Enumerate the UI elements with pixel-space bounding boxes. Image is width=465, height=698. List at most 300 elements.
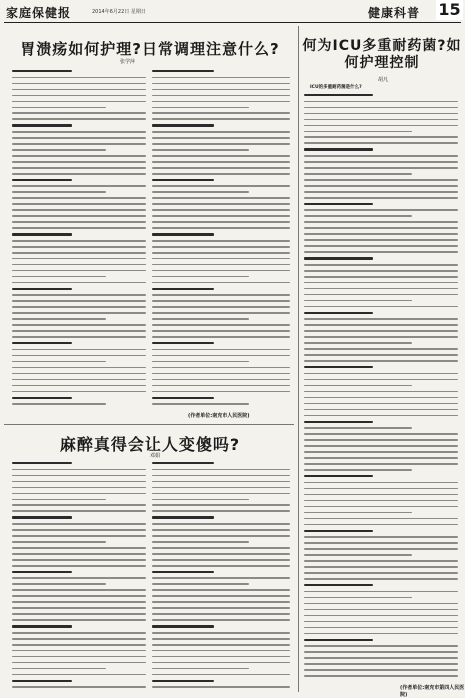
text-line bbox=[12, 607, 146, 609]
text-line bbox=[12, 215, 146, 217]
text-line bbox=[152, 330, 290, 332]
text-line bbox=[12, 487, 146, 489]
text-line bbox=[152, 324, 290, 326]
text-line bbox=[304, 578, 458, 580]
text-line bbox=[304, 633, 458, 635]
text-line bbox=[304, 397, 458, 399]
text-line bbox=[152, 607, 290, 609]
text-line bbox=[304, 530, 373, 532]
text-line bbox=[12, 680, 72, 682]
text-line bbox=[152, 276, 249, 278]
text-line bbox=[152, 197, 290, 199]
text-line bbox=[12, 379, 146, 381]
header-rule bbox=[4, 22, 461, 23]
text-line bbox=[12, 240, 146, 242]
text-line bbox=[304, 142, 458, 144]
text-line bbox=[152, 89, 290, 91]
text-line bbox=[304, 239, 458, 241]
text-line bbox=[12, 143, 146, 145]
text-line bbox=[152, 240, 290, 242]
section-right: 健康科普 bbox=[368, 6, 421, 20]
text-line bbox=[12, 674, 146, 676]
text-line bbox=[304, 227, 458, 229]
text-line bbox=[12, 246, 146, 248]
text-line bbox=[12, 650, 146, 652]
article-2-title: 麻醉真得会让人变傻吗? bbox=[59, 435, 241, 454]
column-divider bbox=[298, 26, 299, 692]
text-line bbox=[12, 112, 146, 114]
article-3-body bbox=[304, 94, 458, 681]
text-line bbox=[304, 94, 373, 96]
text-line bbox=[152, 625, 214, 627]
text-line bbox=[12, 288, 72, 290]
text-line bbox=[152, 203, 290, 205]
text-line bbox=[12, 330, 146, 332]
text-line bbox=[304, 663, 458, 665]
text-line bbox=[12, 83, 146, 85]
text-line bbox=[152, 493, 290, 495]
text-line bbox=[12, 149, 106, 151]
text-line bbox=[152, 161, 290, 163]
text-line bbox=[12, 547, 146, 549]
text-line bbox=[152, 504, 290, 506]
text-line bbox=[12, 571, 72, 573]
text-line bbox=[304, 306, 458, 308]
text-line bbox=[152, 385, 290, 387]
text-line bbox=[304, 324, 458, 326]
text-line bbox=[304, 566, 458, 568]
text-line bbox=[12, 632, 146, 634]
page-number: 15 bbox=[436, 0, 463, 20]
text-line bbox=[152, 559, 290, 561]
text-line bbox=[12, 349, 146, 351]
text-line bbox=[152, 252, 290, 254]
text-line bbox=[304, 136, 458, 138]
text-line bbox=[12, 662, 146, 664]
text-line bbox=[152, 529, 290, 531]
text-line bbox=[304, 107, 458, 109]
text-line bbox=[152, 656, 290, 658]
issue-date: 2014年6月22日 星期日 bbox=[92, 9, 146, 15]
text-line bbox=[304, 131, 412, 133]
text-line bbox=[12, 324, 146, 326]
text-line bbox=[12, 282, 146, 284]
text-line bbox=[152, 131, 290, 133]
text-line bbox=[304, 167, 458, 169]
text-line bbox=[152, 70, 214, 72]
text-line bbox=[304, 312, 373, 314]
text-line bbox=[304, 251, 458, 253]
text-line bbox=[152, 619, 290, 621]
text-line bbox=[152, 209, 290, 211]
text-line bbox=[152, 644, 290, 646]
text-line bbox=[304, 427, 412, 429]
text-line bbox=[304, 451, 458, 453]
text-line bbox=[152, 318, 249, 320]
text-line bbox=[304, 554, 412, 556]
text-line bbox=[152, 143, 290, 145]
text-line bbox=[304, 482, 458, 484]
text-line bbox=[12, 385, 146, 387]
text-line bbox=[304, 245, 458, 247]
text-line bbox=[12, 209, 146, 211]
text-line bbox=[12, 77, 146, 79]
text-line bbox=[304, 439, 458, 441]
text-line bbox=[152, 391, 290, 393]
text-line bbox=[152, 674, 290, 676]
text-line bbox=[12, 529, 146, 531]
text-line bbox=[304, 645, 458, 647]
text-line bbox=[152, 367, 290, 369]
article-3-author: 胡凡 bbox=[378, 77, 389, 83]
text-line bbox=[12, 391, 146, 393]
text-line bbox=[12, 535, 146, 537]
text-line bbox=[304, 591, 458, 593]
text-line bbox=[304, 379, 458, 381]
text-line bbox=[152, 475, 290, 477]
text-line bbox=[304, 373, 458, 375]
text-line bbox=[152, 638, 290, 640]
text-line bbox=[304, 475, 373, 477]
text-line bbox=[152, 233, 214, 235]
text-line bbox=[152, 499, 249, 501]
text-line bbox=[304, 173, 412, 175]
text-line bbox=[304, 542, 458, 544]
text-line bbox=[152, 221, 290, 223]
text-line bbox=[304, 197, 458, 199]
text-line bbox=[152, 361, 249, 363]
text-line bbox=[12, 161, 146, 163]
text-line bbox=[304, 469, 412, 471]
text-line bbox=[12, 469, 146, 471]
text-line bbox=[152, 510, 290, 512]
text-line bbox=[12, 101, 146, 103]
text-line bbox=[304, 318, 458, 320]
text-line bbox=[12, 179, 72, 181]
text-line bbox=[152, 535, 290, 537]
text-line bbox=[304, 518, 458, 520]
text-line bbox=[304, 494, 458, 496]
text-line bbox=[304, 221, 458, 223]
text-line bbox=[152, 246, 290, 248]
text-line bbox=[12, 481, 146, 483]
text-line bbox=[152, 403, 249, 405]
text-line bbox=[152, 373, 290, 375]
text-line bbox=[12, 595, 146, 597]
text-line bbox=[304, 264, 458, 266]
text-line bbox=[12, 403, 106, 405]
text-line bbox=[304, 391, 458, 393]
text-line bbox=[152, 589, 290, 591]
text-line bbox=[304, 548, 458, 550]
text-line bbox=[12, 258, 146, 260]
text-line bbox=[152, 258, 290, 260]
text-line bbox=[304, 125, 458, 127]
text-line bbox=[12, 336, 146, 338]
article-3-title: 何为ICU多重耐药菌?如何护理控制 bbox=[302, 38, 462, 71]
text-line bbox=[152, 149, 249, 151]
text-line bbox=[152, 516, 214, 518]
text-line bbox=[304, 215, 412, 217]
text-line bbox=[12, 493, 146, 495]
text-line bbox=[12, 306, 146, 308]
text-line bbox=[12, 619, 146, 621]
text-line bbox=[12, 70, 72, 72]
text-line bbox=[12, 510, 146, 512]
text-line bbox=[152, 686, 290, 688]
text-line bbox=[12, 516, 72, 518]
text-line bbox=[12, 638, 146, 640]
text-line bbox=[152, 577, 290, 579]
text-line bbox=[12, 355, 146, 357]
text-line bbox=[152, 553, 290, 555]
text-line bbox=[304, 457, 458, 459]
text-line bbox=[152, 95, 290, 97]
text-line bbox=[304, 524, 458, 526]
text-line bbox=[152, 601, 290, 603]
text-line bbox=[152, 312, 290, 314]
text-line bbox=[304, 584, 373, 586]
text-line bbox=[12, 475, 146, 477]
text-line bbox=[304, 433, 458, 435]
article-2-body-col-2 bbox=[152, 462, 290, 692]
text-line bbox=[12, 185, 146, 187]
text-line bbox=[152, 270, 290, 272]
text-line bbox=[304, 657, 458, 659]
text-line bbox=[304, 536, 458, 538]
text-line bbox=[304, 330, 458, 332]
text-line bbox=[12, 601, 146, 603]
article-3-affiliation: (作者单位:南充市第四人民医院) bbox=[400, 685, 465, 698]
text-line bbox=[152, 300, 290, 302]
article-divider bbox=[4, 424, 294, 425]
text-line bbox=[12, 373, 146, 375]
text-line bbox=[152, 288, 214, 290]
text-line bbox=[12, 221, 146, 223]
text-line bbox=[152, 462, 214, 464]
article-1-body-col-1 bbox=[12, 70, 146, 409]
text-line bbox=[304, 209, 458, 211]
text-line bbox=[12, 264, 146, 266]
section-left: 家庭保健报 bbox=[6, 6, 72, 20]
text-line bbox=[12, 137, 146, 139]
text-line bbox=[304, 119, 458, 121]
text-line bbox=[12, 342, 72, 344]
text-line bbox=[304, 506, 458, 508]
text-line bbox=[12, 644, 146, 646]
text-line bbox=[12, 95, 146, 97]
text-line bbox=[152, 185, 290, 187]
text-line bbox=[304, 560, 458, 562]
article-1-affiliation: (作者单位:南充市人民医院) bbox=[188, 413, 250, 419]
text-line bbox=[152, 541, 249, 543]
text-line bbox=[304, 572, 458, 574]
text-line bbox=[152, 595, 290, 597]
text-line bbox=[304, 360, 458, 362]
text-line bbox=[12, 613, 146, 615]
text-line bbox=[152, 294, 290, 296]
text-line bbox=[152, 179, 214, 181]
text-line bbox=[152, 379, 290, 381]
text-line bbox=[12, 203, 146, 205]
text-line bbox=[12, 294, 146, 296]
text-line bbox=[304, 185, 458, 187]
text-line bbox=[304, 101, 458, 103]
text-line bbox=[152, 167, 290, 169]
article-2-author: 邓娟 bbox=[150, 453, 161, 459]
text-line bbox=[12, 118, 146, 120]
text-line bbox=[304, 500, 458, 502]
text-line bbox=[12, 318, 106, 320]
text-line bbox=[12, 668, 106, 670]
text-line bbox=[304, 294, 458, 296]
text-line bbox=[152, 632, 290, 634]
text-line bbox=[152, 137, 290, 139]
article-3-intro: ICU的多重耐药菌是什么? bbox=[310, 85, 362, 90]
text-line bbox=[152, 107, 249, 109]
text-line bbox=[304, 639, 373, 641]
text-line bbox=[304, 512, 412, 514]
text-line bbox=[152, 124, 214, 126]
text-line bbox=[12, 124, 72, 126]
text-line bbox=[12, 252, 146, 254]
article-1-body-col-2 bbox=[152, 70, 290, 409]
text-line bbox=[152, 487, 290, 489]
text-line bbox=[12, 361, 106, 363]
text-line bbox=[304, 675, 458, 677]
text-line bbox=[12, 499, 106, 501]
text-line bbox=[152, 77, 290, 79]
text-line bbox=[152, 112, 290, 114]
text-line bbox=[152, 83, 290, 85]
text-line bbox=[152, 215, 290, 217]
text-line bbox=[12, 89, 146, 91]
text-line bbox=[12, 462, 72, 464]
text-line bbox=[12, 553, 146, 555]
text-line bbox=[152, 650, 290, 652]
text-line bbox=[304, 282, 458, 284]
text-line bbox=[304, 336, 458, 338]
text-line bbox=[304, 421, 373, 423]
text-line bbox=[12, 565, 146, 567]
text-line bbox=[304, 300, 412, 302]
text-line bbox=[304, 409, 458, 411]
text-line bbox=[12, 131, 146, 133]
text-line bbox=[304, 609, 458, 611]
text-line bbox=[152, 336, 290, 338]
text-line bbox=[12, 227, 146, 229]
text-line bbox=[304, 354, 458, 356]
text-line bbox=[304, 276, 458, 278]
text-line bbox=[12, 686, 146, 688]
text-line bbox=[12, 233, 72, 235]
text-line bbox=[152, 481, 290, 483]
article-1-title: 胃溃疡如何护理?日常调理注意什么? bbox=[20, 40, 280, 58]
text-line bbox=[152, 662, 290, 664]
text-line bbox=[12, 300, 146, 302]
text-line bbox=[304, 366, 373, 368]
text-line bbox=[12, 155, 146, 157]
text-line bbox=[304, 342, 412, 344]
text-line bbox=[152, 680, 214, 682]
text-line bbox=[152, 173, 290, 175]
text-line bbox=[304, 203, 373, 205]
text-line bbox=[152, 547, 290, 549]
text-line bbox=[304, 270, 458, 272]
text-line bbox=[304, 148, 373, 150]
text-line bbox=[152, 397, 214, 399]
text-line bbox=[12, 541, 106, 543]
text-line bbox=[12, 504, 146, 506]
text-line bbox=[152, 264, 290, 266]
article-1-author: 张学萍 bbox=[120, 59, 136, 65]
text-line bbox=[12, 577, 146, 579]
text-line bbox=[12, 397, 72, 399]
text-line bbox=[304, 603, 458, 605]
text-line bbox=[304, 348, 458, 350]
text-line bbox=[304, 257, 373, 259]
text-line bbox=[152, 583, 249, 585]
text-line bbox=[304, 403, 458, 405]
text-line bbox=[304, 621, 458, 623]
text-line bbox=[304, 179, 458, 181]
text-line bbox=[152, 306, 290, 308]
text-line bbox=[152, 613, 290, 615]
article-2-body-col-1 bbox=[12, 462, 146, 692]
text-line bbox=[12, 523, 146, 525]
text-line bbox=[12, 589, 146, 591]
text-line bbox=[304, 445, 458, 447]
text-line bbox=[152, 668, 249, 670]
text-line bbox=[304, 627, 458, 629]
text-line bbox=[12, 312, 146, 314]
text-line bbox=[304, 161, 458, 163]
text-line bbox=[304, 651, 458, 653]
text-line bbox=[152, 342, 214, 344]
text-line bbox=[12, 270, 146, 272]
text-line bbox=[152, 571, 214, 573]
text-line bbox=[152, 155, 290, 157]
text-line bbox=[152, 349, 290, 351]
text-line bbox=[304, 113, 458, 115]
text-line bbox=[152, 101, 290, 103]
text-line bbox=[304, 597, 412, 599]
text-line bbox=[152, 523, 290, 525]
text-line bbox=[304, 615, 458, 617]
text-line bbox=[12, 583, 106, 585]
text-line bbox=[12, 559, 146, 561]
text-line bbox=[304, 155, 458, 157]
text-line bbox=[12, 625, 72, 627]
text-line bbox=[152, 191, 249, 193]
text-line bbox=[152, 282, 290, 284]
text-line bbox=[12, 107, 106, 109]
text-line bbox=[12, 367, 146, 369]
text-line bbox=[152, 469, 290, 471]
text-line bbox=[304, 191, 458, 193]
text-line bbox=[12, 167, 146, 169]
text-line bbox=[304, 233, 458, 235]
text-line bbox=[12, 173, 146, 175]
text-line bbox=[152, 565, 290, 567]
text-line bbox=[12, 656, 146, 658]
text-line bbox=[304, 463, 458, 465]
text-line bbox=[304, 488, 458, 490]
text-line bbox=[152, 227, 290, 229]
text-line bbox=[304, 385, 412, 387]
text-line bbox=[304, 288, 458, 290]
text-line bbox=[152, 118, 290, 120]
